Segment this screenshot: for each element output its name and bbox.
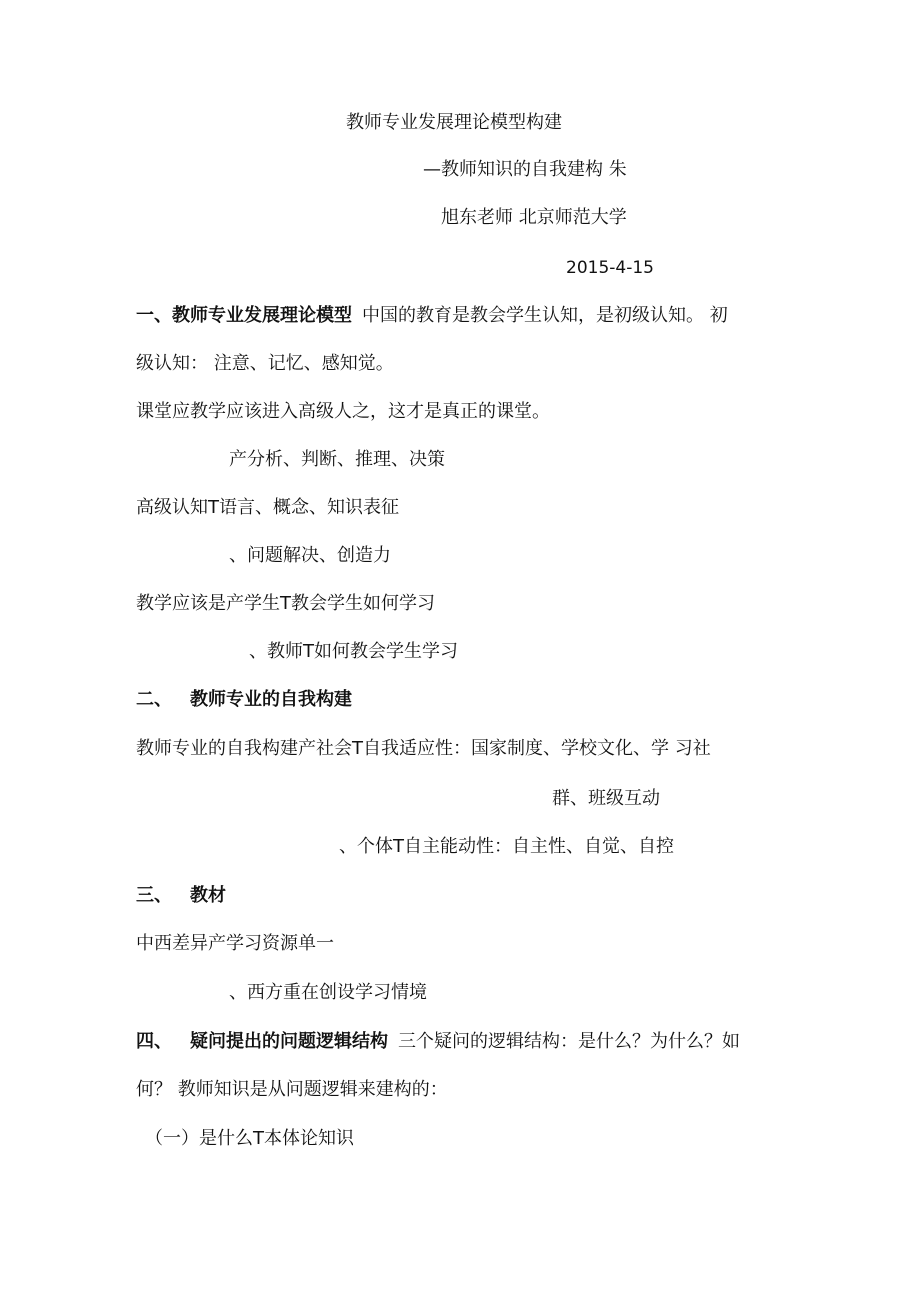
- section1-para-line2: 级认知： 注意、记忆、感知觉。: [136, 353, 394, 374]
- section3-line1: 中西差异产学习资源单一: [136, 933, 334, 954]
- section3-heading-line: [136, 884, 226, 908]
- section2-number: 二、: [136, 689, 172, 710]
- section1-item-analysis: 产分析、判断、推理、决策: [229, 449, 445, 470]
- section3-number: 三、: [136, 885, 172, 906]
- doc-subtitle-line1: —教师知识的自我建构 朱: [423, 159, 627, 180]
- section2-heading-line: [136, 688, 352, 712]
- section1-item-high-cognition: 高级认知T语言、概念、知识表征: [136, 497, 399, 518]
- section4-para-line2: 何？ 教师知识是从问题逻辑来建构的：: [136, 1079, 448, 1100]
- section2-line1: 教师专业的自我构建产社会T自我适应性：国家制度、学校文化、学 习社: [136, 738, 711, 759]
- section4-number: 四、: [136, 1031, 172, 1052]
- section4-heading: 疑问提出的问题逻辑结构: [190, 1031, 388, 1052]
- section2-line2: 群、班级互动: [552, 788, 660, 809]
- doc-title: 教师专业发展理论模型构建: [346, 112, 562, 133]
- section1-item-teaching: 教学应该是产学生T教会学生如何学习: [136, 593, 435, 614]
- section4-para-line1: [136, 1030, 740, 1054]
- section2-line3: 、个体T自主能动性：自主性、自觉、自控: [339, 836, 674, 857]
- section1-heading: 一、教师专业发展理论模型: [136, 305, 352, 326]
- section4-text: 三个疑问的逻辑结构：是什么？为什么？如: [398, 1031, 740, 1052]
- section1-para-line1: [136, 304, 728, 328]
- section1-classroom-line: 课堂应教学应该进入高级人之，这才是真正的课堂。: [136, 401, 550, 422]
- doc-date: 2015-4-15: [566, 258, 654, 278]
- section2-heading: 教师专业的自我构建: [190, 689, 352, 710]
- section1-item-problem-solving: 、问题解决、创造力: [229, 545, 391, 566]
- section4-sub1: （一）是什么T本体论知识: [145, 1128, 354, 1149]
- doc-subtitle-line2: 旭东老师 北京师范大学: [441, 207, 627, 228]
- section1-text: 中国的教育是教会学生认知，是初级认知。 初: [362, 305, 728, 326]
- section1-item-teacher: 、教师T如何教会学生学习: [249, 641, 458, 662]
- section3-line2: 、西方重在创设学习情境: [229, 982, 427, 1003]
- section3-heading: 教材: [190, 885, 226, 906]
